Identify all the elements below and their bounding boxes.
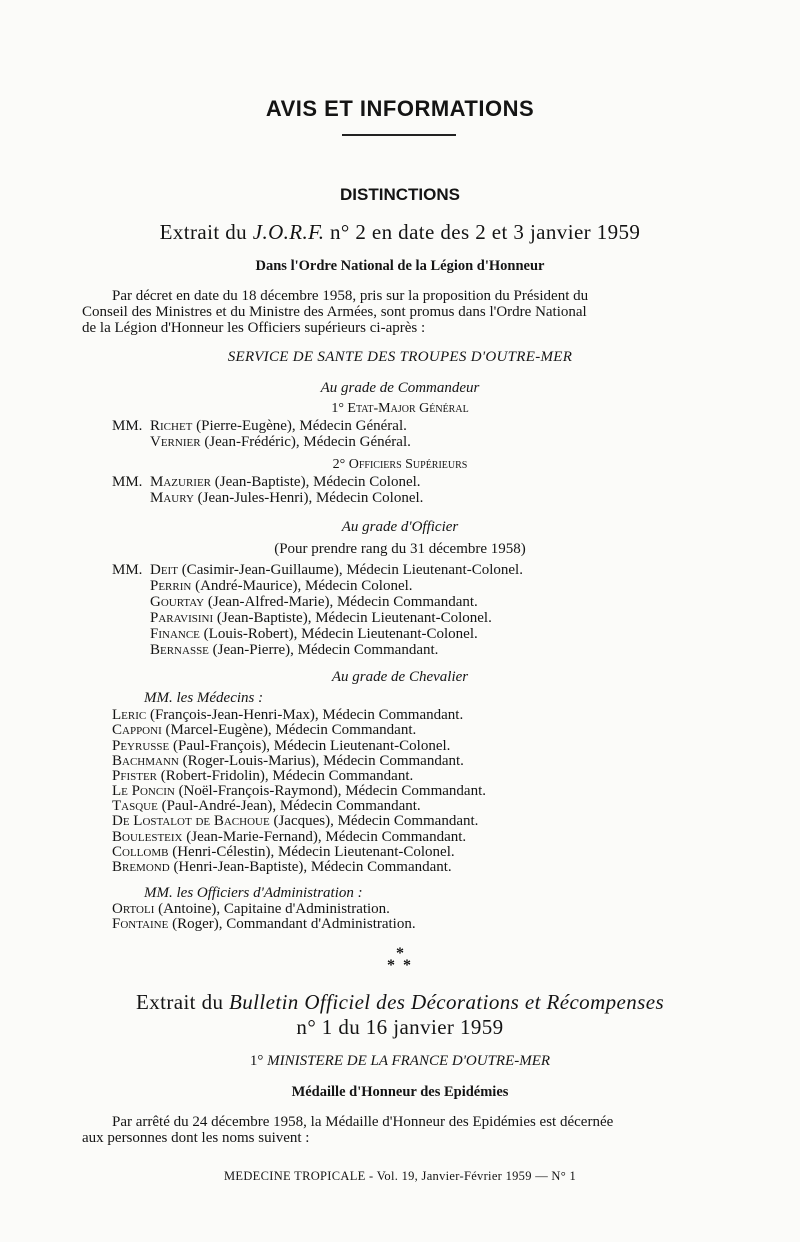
person-name: Capponi [112, 722, 162, 738]
person-detail: (Roger), Commandant d'Administration. [168, 916, 416, 932]
page-footer: MEDECINE TROPICALE - Vol. 19, Janvier-Février 1959 — N° 1 [223, 1169, 577, 1183]
rank-note: (Pour prendre rang du 31 décembre 1958) [274, 541, 526, 557]
asterism-top: * [396, 945, 404, 962]
title-rule [342, 134, 456, 136]
person-detail: (Pierre-Eugène), Médecin Général. [192, 418, 407, 434]
list-item [112, 722, 416, 739]
person-detail: (Jean-Marie-Fernand), Médecin Commandant. [182, 829, 467, 845]
extract-source: J.O.R.F. [252, 220, 325, 244]
person-name: Pfister [112, 768, 158, 784]
list-item [112, 859, 452, 876]
person-detail: (Louis-Robert), Médecin Lieutenant-Colonel. [199, 626, 478, 642]
person-detail: (Roger-Louis-Marius), Médecin Commandant. [178, 753, 464, 769]
person-name: Bachmann [112, 753, 179, 769]
person-detail: (André-Maurice), Médecin Colonel. [191, 578, 413, 594]
extract2-intro-line-2: aux personnes dont les noms suivent : [82, 1130, 310, 1146]
list-item [150, 610, 492, 627]
person-name: Mazurier [150, 474, 212, 490]
person-name: Perrin [150, 578, 192, 594]
person-detail: (Jean-Baptiste), Médecin Lieutenant-Colonel. [213, 610, 492, 626]
extract2-prefix: Extrait du [135, 990, 230, 1014]
person-detail: (Jean-Jules-Henri), Médecin Colonel. [193, 490, 424, 506]
ministry-name: MINISTERE DE LA FRANCE D'OUTRE-MER [267, 1053, 551, 1069]
person-name: Tasque [112, 798, 158, 814]
mm-label: MM. [112, 418, 143, 434]
list-item [112, 916, 416, 933]
extract-heading [0, 220, 800, 245]
section-title: DISTINCTIONS [340, 185, 460, 204]
list-item [150, 434, 411, 451]
person-name: Maury [150, 490, 194, 506]
person-name: Paravisini [150, 610, 214, 626]
person-detail: (Jean-Pierre), Médecin Commandant. [208, 642, 439, 658]
medecins-label: MM. les Médecins : [144, 690, 264, 706]
ministry-number: 1° [249, 1053, 268, 1069]
medal-heading: Médaille d'Honneur des Epidémies [291, 1084, 509, 1100]
person-detail: (Noël-François-Raymond), Médecin Commandant. [174, 783, 486, 799]
person-name: Fontaine [112, 916, 169, 932]
list-item [150, 578, 413, 595]
order-heading: Dans l'Ordre National de la Légion d'Honneur [255, 258, 545, 274]
person-name: Deit [150, 562, 178, 578]
person-detail: (Henri-Célestin), Médecin Lieutenant-Colonel. [168, 844, 455, 860]
service-heading: SERVICE DE SANTE DES TROUPES D'OUTRE-MER [227, 349, 573, 365]
asterism-bottom: * * [387, 957, 413, 974]
grade-chevalier: Au grade de Chevalier [331, 669, 469, 685]
extract-date: n° 2 en date des 2 et 3 janvier 1959 [324, 220, 641, 244]
extract2-intro-line-1: Par arrêté du 24 décembre 1958, la Médaille d'Honneur des Epidémies est décernée [112, 1114, 614, 1130]
person-name: De Lostalot de Bachoue [112, 813, 270, 829]
person-detail: (Jean-Baptiste), Médecin Colonel. [211, 474, 421, 490]
mm-label: MM. [112, 562, 143, 578]
group1-label: 1° Etat-Major Général [331, 401, 469, 416]
page-title: AVIS ET INFORMATIONS [265, 96, 535, 121]
person-name: Gourtay [150, 594, 205, 610]
person-detail: (Casimir-Jean-Guillaume), Médecin Lieutenant-Colonel. [177, 562, 523, 578]
person-detail: (Jean-Alfred-Marie), Médecin Commandant. [204, 594, 478, 610]
list-item [150, 490, 423, 507]
ministry-heading [0, 1054, 800, 1070]
intro-line-1: Par décret en date du 18 décembre 1958, pris sur la proposition du Président du [112, 288, 589, 304]
person-detail: (Paul-André-Jean), Médecin Commandant. [157, 798, 421, 814]
mm-label: MM. [112, 474, 143, 490]
group2-label: 2° Officiers Supérieurs [332, 457, 468, 472]
extract-prefix: Extrait du [159, 220, 253, 244]
person-detail: (Paul-François), Médecin Lieutenant-Colonel. [169, 738, 451, 754]
person-name: Bremond [112, 859, 170, 875]
intro-line-3: de la Légion d'Honneur les Officiers supérieurs ci-après : [82, 320, 426, 336]
person-name: Le Poncin [112, 783, 175, 799]
person-name: Ortoli [112, 901, 155, 917]
person-detail: (Antoine), Capitaine d'Administration. [154, 901, 390, 917]
extract2-heading [0, 990, 800, 1015]
grade-commandeur: Au grade de Commandeur [320, 380, 480, 396]
extract2-date: n° 1 du 16 janvier 1959 [296, 1015, 504, 1039]
person-detail: (Jacques), Médecin Commandant. [269, 813, 479, 829]
person-name: Boulesteix [112, 829, 183, 845]
intro-line-2: Conseil des Ministres et du Ministre des Armées, sont promus dans l'Ordre National [82, 304, 587, 320]
list-item [150, 418, 407, 435]
person-detail: (Marcel-Eugène), Médecin Commandant. [161, 722, 417, 738]
person-detail: (Robert-Fridolin), Médecin Commandant. [157, 768, 414, 784]
person-detail: (Jean-Frédéric), Médecin Général. [200, 434, 411, 450]
person-name: Bernasse [150, 642, 209, 658]
admin-label: MM. les Officiers d'Administration : [144, 885, 363, 901]
person-name: Collomb [112, 844, 169, 860]
person-name: Vernier [150, 434, 201, 450]
grade-officier: Au grade d'Officier [341, 519, 459, 535]
list-item [150, 474, 421, 491]
list-item [150, 642, 438, 659]
person-name: Richet [150, 418, 193, 434]
person-detail: (François-Jean-Henri-Max), Médecin Commandant. [146, 707, 464, 723]
list-item [150, 626, 478, 643]
list-item [112, 813, 478, 830]
list-item [150, 562, 523, 579]
extract2-source: Bulletin Officiel des Décorations et Récompenses [229, 990, 665, 1014]
person-name: Finance [150, 626, 200, 642]
person-detail: (Henri-Jean-Baptiste), Médecin Commandant. [169, 859, 452, 875]
person-name: Leric [112, 707, 147, 723]
list-item [150, 594, 478, 611]
person-name: Peyrusse [112, 738, 170, 754]
